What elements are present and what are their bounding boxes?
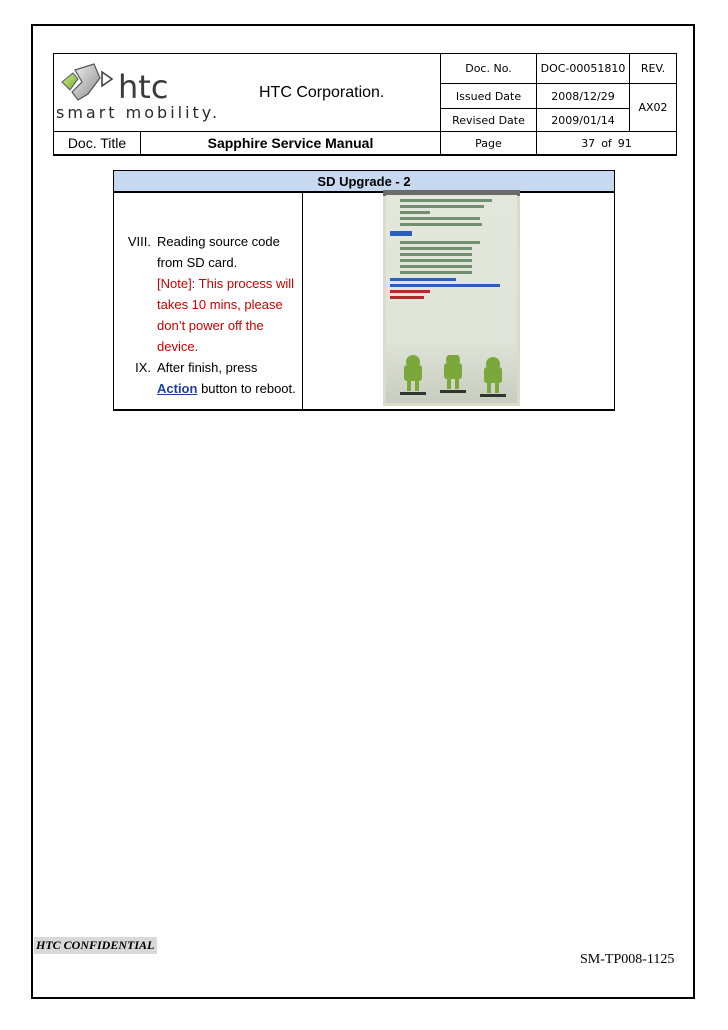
note-text: don’t power off the device.	[157, 318, 264, 354]
step-text: After finish, press	[157, 360, 258, 375]
doc-no-value: DOC-00051810	[537, 54, 630, 84]
android-robots-icon	[398, 355, 510, 401]
step-number: IX.	[135, 360, 151, 375]
step-ix	[120, 357, 302, 399]
note-text: [Note]: This process will	[157, 276, 295, 291]
page-label: Page	[441, 132, 537, 156]
document-header	[53, 53, 677, 156]
revised-date-value: 2009/01/14	[537, 109, 630, 132]
page-current: 37	[581, 136, 596, 150]
step-number: VIII.	[127, 234, 151, 249]
page-total: 91	[617, 136, 632, 150]
revised-date-label: Revised Date	[441, 109, 537, 132]
doc-no-label: Doc. No.	[441, 54, 537, 84]
form-code: SM-TP008-1125	[580, 952, 675, 967]
rev-value: AX02	[630, 84, 677, 132]
issued-date-value: 2008/12/29	[537, 84, 630, 109]
device-screen-photo	[383, 190, 520, 406]
page-of: of	[601, 136, 612, 150]
step-text: Reading source code	[157, 234, 280, 249]
logo-wordmark: htc	[118, 68, 169, 106]
step-text: button to reboot.	[197, 381, 296, 396]
instructions-cell	[114, 192, 303, 410]
logo-tagline: smart mobility.	[56, 103, 221, 122]
step-viii	[120, 231, 302, 357]
company-name: HTC Corporation.	[259, 84, 385, 101]
rev-label: REV.	[630, 54, 677, 84]
doc-title-value: Sapphire Service Manual	[141, 132, 441, 156]
logo-cell	[54, 54, 441, 132]
section-title: SD Upgrade - 2	[114, 171, 615, 193]
confidential-label: HTC CONFIDENTIAL	[34, 937, 157, 954]
doc-title-label: Doc. Title	[54, 132, 141, 156]
step-text: from SD card.	[157, 255, 238, 270]
issued-date-label: Issued Date	[441, 84, 537, 109]
sd-upgrade-table	[113, 170, 615, 411]
page-number	[537, 132, 677, 156]
note-text: takes 10 mins, please	[157, 297, 283, 312]
action-button-link[interactable]: Action	[157, 381, 198, 396]
